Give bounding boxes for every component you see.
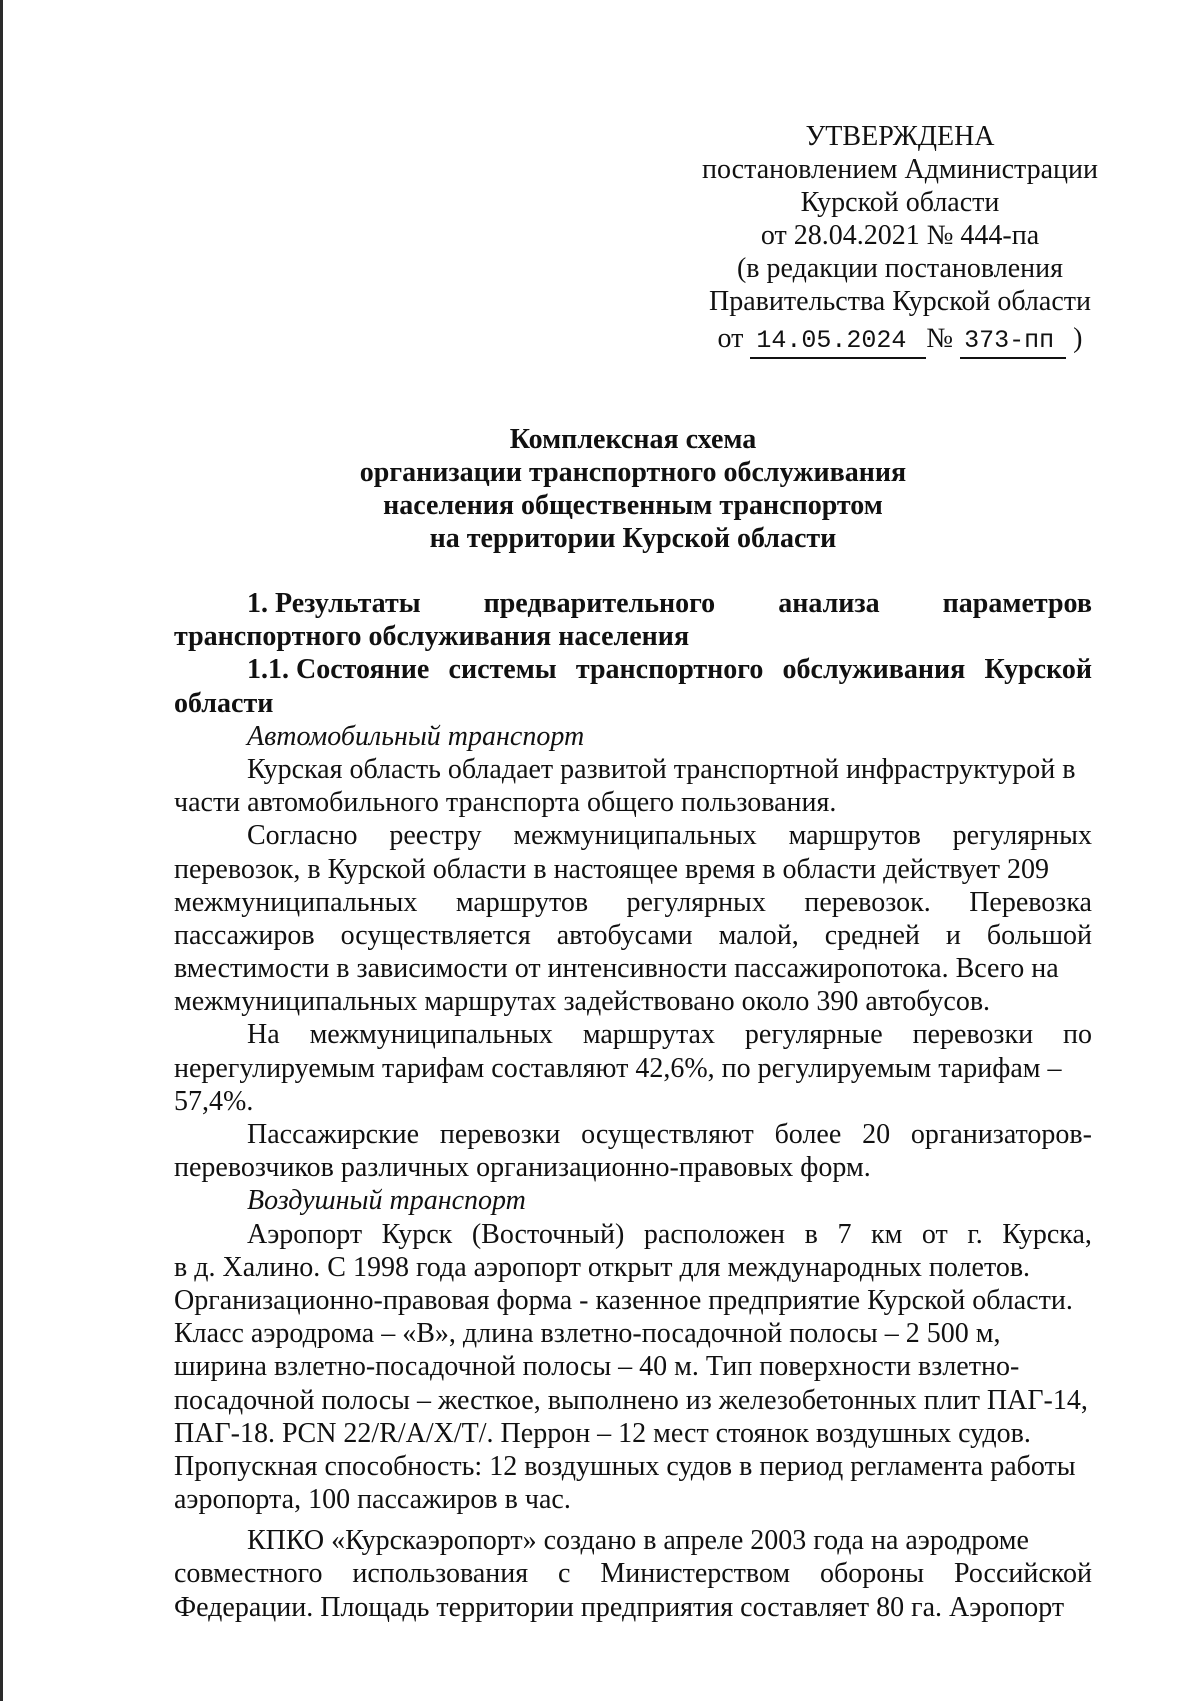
approval-heading: УТВЕРЖДЕНА — [805, 121, 995, 152]
air-transport-heading: Воздушный транспорт — [247, 1185, 526, 1217]
justified-word: регулярных — [626, 886, 766, 918]
paragraph-line — [174, 819, 1092, 852]
justified-word: перевозок. — [804, 886, 931, 918]
justified-word: Пассажирские — [247, 1119, 420, 1150]
revision-number: 373-пп — [964, 326, 1055, 355]
title-line: организации транспортного обслуживания — [359, 457, 907, 488]
justified-word: расположен — [643, 1218, 786, 1250]
justified-word: осуществляется — [340, 919, 531, 951]
title-line: на территории Курской области — [429, 523, 837, 554]
revision-close-paren: ) — [1073, 323, 1083, 354]
paragraph-line — [174, 919, 1092, 952]
heading-word: системы — [448, 654, 557, 686]
justified-word: с — [558, 1558, 571, 1590]
justified-word: и — [945, 919, 961, 951]
paragraph-line: 57,4%. — [174, 1085, 254, 1117]
paragraph-line: в д. Халино. С 1998 года аэропорт открыт для международных полетов. — [174, 1251, 1031, 1283]
paragraph-line: перевозчиков различных организационно-правовых форм. — [174, 1152, 871, 1184]
approval-line: от 28.04.2021 № 444-па — [760, 220, 1040, 251]
justified-word: (Восточный) — [471, 1218, 625, 1250]
paragraph-line: Пропускная способность: 12 воздушных судов в период регламента работы — [174, 1450, 1076, 1482]
heading-word: Курской — [984, 654, 1092, 686]
section-1-heading — [174, 587, 1092, 620]
revision-number-field — [960, 322, 1066, 359]
paragraph-line: Федерации. Площадь территории предприятия составляет 80 га. Аэропорт — [174, 1591, 1065, 1623]
justified-word: межмуниципальных — [174, 886, 418, 918]
paragraph-line: аэропорта, 100 пассажиров в час. — [174, 1484, 571, 1516]
paragraph-line: вместимости в зависимости от интенсивности пассажиропотока. Всего на — [174, 953, 1059, 985]
justified-word: по — [1063, 1019, 1092, 1051]
document-body — [174, 587, 1092, 1624]
heading-word: анализа — [778, 588, 880, 619]
heading-word: предварительного — [483, 588, 716, 619]
justified-word: Курска, — [1002, 1218, 1092, 1250]
paragraph-line: посадочной полосы – жесткое, выполнено из железобетонных плит ПАГ-14, — [174, 1384, 1088, 1416]
justified-word: малой, — [718, 919, 799, 951]
document-title — [174, 423, 1092, 555]
justified-word: большой — [986, 919, 1092, 951]
paragraph-line: части автомобильного транспорта общего пользования. — [174, 787, 837, 819]
scan-edge-line — [0, 0, 3, 1701]
paragraph-line — [174, 886, 1092, 919]
justified-word: перевозки — [439, 1119, 561, 1150]
justified-word: Министерством — [600, 1558, 791, 1590]
paragraph-line — [174, 1018, 1092, 1051]
justified-word: перевозки — [912, 1019, 1034, 1051]
justified-word: На — [247, 1019, 280, 1051]
justified-word: 20 — [862, 1119, 891, 1150]
paragraph-line: перевозок, в Курской области в настоящее время в области действует 209 — [174, 853, 1049, 885]
justified-word: реестру — [389, 820, 482, 852]
heading-word: транспортного — [575, 654, 764, 686]
title-line: населения общественным транспортом — [383, 490, 883, 521]
justified-word: использования — [352, 1558, 529, 1590]
section-1-heading-cont: транспортного обслуживания населения — [174, 621, 690, 653]
justified-word: Согласно — [247, 820, 358, 852]
paragraph-line: КПКО «Курскаэропорт» создано в апреле 2003 года на аэродроме — [247, 1525, 1029, 1557]
justified-word: Курск — [381, 1218, 453, 1250]
paragraph-line: межмуниципальных маршрутах задействовано около 390 автобусов. — [174, 986, 991, 1018]
justified-word: Перевозка — [969, 886, 1092, 918]
justified-word: маршрутов — [455, 886, 589, 918]
justified-word: обороны — [820, 1558, 925, 1590]
justified-word: Аэропорт — [247, 1218, 363, 1250]
heading-word: 1. Результаты — [247, 588, 421, 619]
approval-revision-line — [690, 322, 1110, 359]
paragraph-line: Класс аэродрома – «В», длина взлетно-посадочной полосы – 2 500 м, — [174, 1318, 1001, 1350]
approval-line: Курской области — [800, 187, 1000, 218]
approval-line: постановлением Администрации — [702, 154, 1098, 185]
paragraph-line — [174, 1118, 1092, 1151]
approval-line: Правительства Курской области — [709, 286, 1091, 317]
justified-word: автобусами — [556, 919, 693, 951]
section-1-1-heading — [174, 653, 1092, 686]
justified-word: регулярных — [952, 820, 1092, 852]
justified-word: средней — [824, 919, 920, 951]
paragraph-line: ширина взлетно-посадочной полосы – 40 м. Тип поверхности взлетно- — [174, 1351, 1020, 1383]
paragraph-line — [174, 1557, 1092, 1590]
justified-word: км — [871, 1218, 903, 1250]
paragraph-line — [174, 1218, 1092, 1251]
justified-word: маршрутов — [788, 820, 921, 852]
paragraph-line: ПАГ-18. PCN 22/R/A/X/T/. Перрон – 12 мест стоянок воздушных судов. — [174, 1417, 1031, 1449]
revision-date-field — [750, 322, 926, 359]
justified-word: регулярные — [744, 1019, 883, 1051]
justified-word: осуществляют — [581, 1119, 754, 1150]
title-line: Комплексная схема — [509, 424, 757, 455]
heading-word: 1.1. Состояние — [247, 654, 430, 686]
revision-ot-label: от — [717, 323, 744, 354]
section-1-1-heading-cont: области — [174, 687, 274, 719]
justified-word: более — [774, 1119, 842, 1150]
revision-number-sign: № — [926, 323, 954, 354]
paragraph-line: Организационно-правовая форма - казенное предприятие Курской области. — [174, 1284, 1073, 1316]
heading-word: параметров — [942, 588, 1092, 619]
approval-line: (в редакции постановления — [736, 253, 1064, 284]
justified-word: от — [921, 1218, 948, 1250]
justified-word: межмуниципальных — [513, 820, 757, 852]
justified-word: в — [804, 1218, 818, 1250]
justified-word: организаторов- — [910, 1119, 1092, 1150]
justified-word: Российской — [953, 1558, 1092, 1590]
approval-stamp — [690, 120, 1110, 359]
justified-word: маршрутах — [582, 1019, 715, 1051]
heading-word: обслуживания — [782, 654, 966, 686]
justified-word: 7 — [837, 1218, 852, 1250]
revision-date: 14.05.2024 — [756, 326, 907, 355]
justified-word: пассажиров — [174, 919, 315, 951]
justified-word: межмуниципальных — [309, 1019, 553, 1051]
justified-word: г. — [967, 1218, 983, 1250]
justified-word: совместного — [174, 1558, 323, 1590]
paragraph-line: нерегулируемым тарифам составляют 42,6%, по регулируемым тарифам – — [174, 1052, 1062, 1084]
auto-transport-heading: Автомобильный транспорт — [247, 720, 585, 752]
paragraph-line: Курская область обладает развитой транспортной инфраструктурой в — [247, 753, 1076, 785]
